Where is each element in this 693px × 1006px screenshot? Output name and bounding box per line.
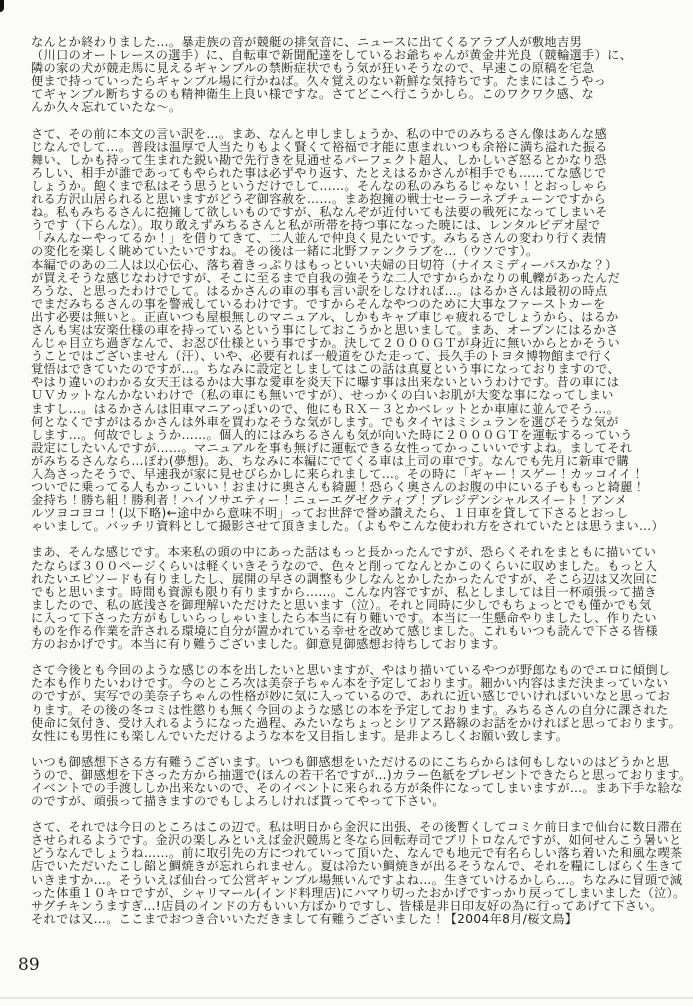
text-line: ろうな、と思ったわけでして。はるかさんの車の事も言い訳をしなければ…。はるかさんは最初の時点: [31, 283, 608, 298]
text-line: 金持ち！勝ち組！勝利者！ハイソサエティー！ニューエグゼクティブ！プレジデンシャルスイート！アンメ: [31, 493, 628, 508]
text-line: なんとか終わりました…。暴走族の音が競艇の排気音に、ニュースに出てくるアラブ人が敷地吉男: [31, 35, 583, 49]
text-line: の変化を楽しく眺めていたいですね。その後は一緒に北野ファンクラブを…（ウソです）。: [31, 244, 539, 259]
text-line: さて、それでは今日のところはこの辺で。私は明日から金沢に出張、その後暫くしてコミケ前日まで仙台に数日滞在: [31, 820, 683, 835]
text-line: ますし…。はるかさんは旧車マニアっぽいので、他にもＲＸ－３とかベレットとか車庫に並んでそう…。: [31, 401, 620, 416]
text-line: 入為さったそうで、早速我が家に見せびらかしに来られまして…。その時に「ギャー！スゲー！カッコイイ！: [31, 467, 644, 481]
text-line: れたいエピソードも有りましたし、展開の早さの調整も少しなんとかしたかったんですが、そこら辺は又次回に: [31, 571, 658, 586]
text-line: ります。その後の冬コミは性懲りも無く今回のような感じの本を予定しております。みちるさんの自分に課された: [31, 702, 669, 717]
text-line: いきますか…。そういえば仙台って公営ギャンブル場無いんですよね…。生きていけるかしら…。ちなみに冒頭で減: [31, 872, 683, 887]
text-line: れる方沢山居られると思いますがどうぞ御容赦を……。まあ抱擁の戦士セーラーネプチューンですから: [31, 192, 607, 207]
text-line: った体重１０キロですが、シャリマール(インド料理店)にハマり切ったおかげですっかり戻ってしまいました（泣）。: [31, 885, 686, 900]
text-line: のですが、頑張って描きますのでもしよろしければ貰ってやって下さい。: [31, 794, 445, 809]
text-line: 舞い、しかも持って生まれた鋭い勘で先行きを見通せるパーフェクト超人、しかしいざ怒るとかなり恐: [31, 152, 607, 167]
text-line: ルツヨコヨコ！(以下略)←途中から意味不明」ってお世辞で誉め讃えたら、１日車を貸して下さるとおっし: [31, 506, 629, 521]
text-line: 方のおかげです。本当に有り難うございました。御意見御感想お待ちしております。: [31, 637, 506, 652]
text-line: それでは又…。ここまでおつき合いいただきまして有難うございました！【2004年8月/桜文鳥】: [31, 911, 578, 926]
text-line: てギャンブル断ちするのも精神衛生上良い様ですな。さてどこへ行こうかしら。このワクワク感、な: [31, 87, 595, 102]
paragraph: [31, 546, 671, 651]
text-line: うです（下らんな）。取り敢えずみちるさんと私が所帯を持つ事になった暁には、レンタルビデオ屋で: [31, 218, 601, 233]
text-line: でもと思います。時間も資源も限り有りますから……。こんな内容ですが、私としましては目一杯頑張って描き: [31, 584, 657, 599]
paragraph: [31, 754, 692, 809]
text-line: 覚悟はできていたのですが…。ちなみに設定としましてはこの話は真夏という事になっておりますので、: [31, 362, 621, 377]
text-line: まあ、そんな感じです。本来私の頭の中にあった話はもっと長かったんですが、恐らくそれをまともに描いてい: [31, 545, 657, 560]
scan-corner-artifact: [0, 0, 4, 12]
text-line: んか久々忘れていたな～。: [31, 100, 182, 115]
text-line: しょうか。飽くまで私はそう思うというだけでして……。そんなの私のみちるじゃない！とおっしゃら: [31, 178, 608, 193]
text-line: ものを作る作業を許される環境に自分が置かれている幸せを改めて感じました。これもいつも読んで下さる皆様: [31, 624, 658, 639]
text-line: ついでに乗ってる人もかっこいい！おまけに奥さんも綺麗！恐らく奥さんのお腹の中にいる子ももっと綺麗！: [31, 480, 646, 495]
text-line: イベントでの手渡ししか出来ないので、そのイベントに来られる方が条件になってしまいますが…。まあ下手な絵な: [31, 780, 683, 795]
paragraph: [31, 820, 686, 926]
text-line: でまだみちるさんの事を警戒しているわけです。ですからそんなやつのために大事なファーストカーを: [31, 296, 606, 311]
text-line: がみちるさんなら…ぽわ(夢想)。あ、ちなみに本編にでてくる車は上司の車です。なんでも先月に新車で購: [31, 453, 630, 468]
text-line: さて、その前に本文の言い訳を…。まあ、なんと申しましょうか、私の中でのみちるさん像はあんな感: [31, 126, 607, 141]
text-line: させられるようです。金沢の楽しみといえば金沢競馬と冬なら回転寿司でブリトロなんですが、如何せんこう暑いと: [31, 833, 682, 848]
page-number: 89: [18, 955, 40, 975]
text-line: んじゃ目立ち過ぎなんで、お忍び仕様という事ですか。決して２０００ＧＴが身近に無いからとかそうい: [31, 336, 621, 351]
text-line: 隣の家の犬が競走馬に見えるギャンブルの禁断症状でもう気が狂いそうなので、早速この原稿を宅急: [31, 61, 595, 76]
text-line: のですが、実写での美奈子ちゃんの性格が妙に気に入っているので、あれに近い感じでいければいいなと思ってお: [31, 689, 671, 704]
text-line: します…。何故でしょうか……。個人的にはみちるさんも気が向いた時に２０００ＧＴを運転するっていう: [31, 427, 633, 442]
text-line: どうなんでしょうね……。前に取引先の方につれていって頂いた、なんでも地元で有名らしい落ち着いた和風な喫茶: [31, 846, 683, 861]
paragraph: [31, 128, 671, 534]
text-line: ましたので、私の底浅さを御理解いただけたと思います（泣）。それと同時に少しでもちょっとでも僅かでも気: [31, 597, 652, 612]
text-line: 女性にも男性にも楽しんでいただけるような本を又目指します。是非よろしくお願い致します。: [31, 728, 569, 743]
text-line: さて今後とも今回のような感じの本を出したいと思いますが、やはり描いているやつが野郎なものでエロに傾倒し: [31, 663, 671, 678]
text-line: 設定にしたいんですが……。マニュアルを事も無げに運転できる女性ってかっこいいですよね。ましてそれ: [31, 440, 633, 455]
text-line: ＵＶカットなんかないわけで（私の車にも無いですが）、せっかくの白いお肌が大変な事になってしまい: [31, 388, 614, 403]
text-line: じなんでして…。普段は温厚で人当たりもよく賢くて裕福で才能に恵まれいつも余裕に満ち溢れた振る: [31, 139, 608, 154]
text-line: たならば３００ページくらいは軽くいきそうなので、色々と削ってなんとかこのくらいに収めました。もっと入: [31, 558, 658, 573]
text-line: 「みんなーやってるか！」を借りてきて、二人並んで仲良く見たいです。みちるさんの変わり行く表情: [31, 231, 607, 246]
text-line: 店でいただいたこし餡と鯛焼きが忘れられません。夏は冷たい鯛焼きが出るそうなんで、それを糧にしばらく生きて: [31, 859, 684, 874]
text-line: さんも実は安楽仕様の車を持っているという事にしておこうかと思いまして。まあ、オープンにはるかさ: [31, 322, 619, 337]
scan-edge-shadow: [0, 997, 693, 999]
text-line: 何となくですがはるかさんは外車を買わなそうな気がします。でもタイヤはミシュランを選びそうな気が: [31, 414, 619, 429]
text-line: ゃいまして。バッチリ資料として撮影させて頂きました。（よもやこんな使われ方をされていたとは思うまい…）: [31, 519, 665, 534]
text-line: 本編でのあの二人は以心伝心、落ち着きっぷりはもっといい夫婦の日切符（ナイスミディーパスかな？）: [31, 257, 618, 272]
text-line: た本も作りたいわけです。今のところ次は美奈子ちゃん本を予定しております。細かい内容はまだ決まっていない: [31, 676, 669, 691]
text-line: うので、御感想を下さった方から抽選で(ほんの若干名ですが…)カラー色紙をプレゼントできたらと思っております。: [31, 767, 692, 782]
paragraph: [31, 36, 671, 115]
paragraph: [31, 663, 681, 743]
afterword-text-block: [31, 35, 692, 926]
text-line: ろしい、相手が誰であってもやられた事は必ずやり返す、たとえはるかさんが相手でも……てな感じで: [31, 165, 607, 180]
text-line: うことではございません（汗）、いや、必要有れば一般道をひた走って、長久手のトヨタ博物館まで行く: [31, 349, 614, 364]
text-line: 使命に気付き、受け入れるようになった過程、みたいなちょっとシリアス路線のお話をかければと思っております。: [31, 715, 681, 730]
text-line: に入って下さった方がもしいらっしゃいましたら本当に有り難いです。本当に一生懸命やりましたし、作りたい: [31, 610, 657, 625]
text-line: やはり違いのわかる女天王はるかは大事な愛車を炎天下に曝す事は出来ないというわけです。昔の車には: [31, 375, 620, 390]
text-line: 便まで持っていったらギャンブル場に行かねば。久々覚えのない新鮮な気持ちです。たまにはこうやっ: [31, 74, 607, 89]
text-line: が買えそうな感じなわけですが、そこに至るまで自我の強そうな二人ですからかなりの軋轢があったんだ: [31, 270, 621, 285]
text-line: （川口のオートレースの選手）に、自転車で新聞配達をしているお爺ちゃんが黄金井光良（競輪選手）に、: [31, 48, 633, 63]
text-line: 出す必要は無いと。正直いつも屋根無しのマニュアル、しかもキャブ車じゃ疲れるでしょうから、はるか: [31, 309, 619, 324]
text-line: サグチキンうますぎ…!店員のインドの方もいい方ばかりですし、皆様是非日印友好の為に行ってあげて下さい。: [31, 898, 663, 913]
text-line: ね。私もみちるさんに抱擁して欲しいものですが、私なんぞが近付いても法要の戦死になってしまいそ: [31, 205, 608, 220]
text-line: いつも御感想下さる方有難うございます。いつも御感想をいただけるのにこちらからは何もしないのはどうかと思: [31, 754, 670, 769]
